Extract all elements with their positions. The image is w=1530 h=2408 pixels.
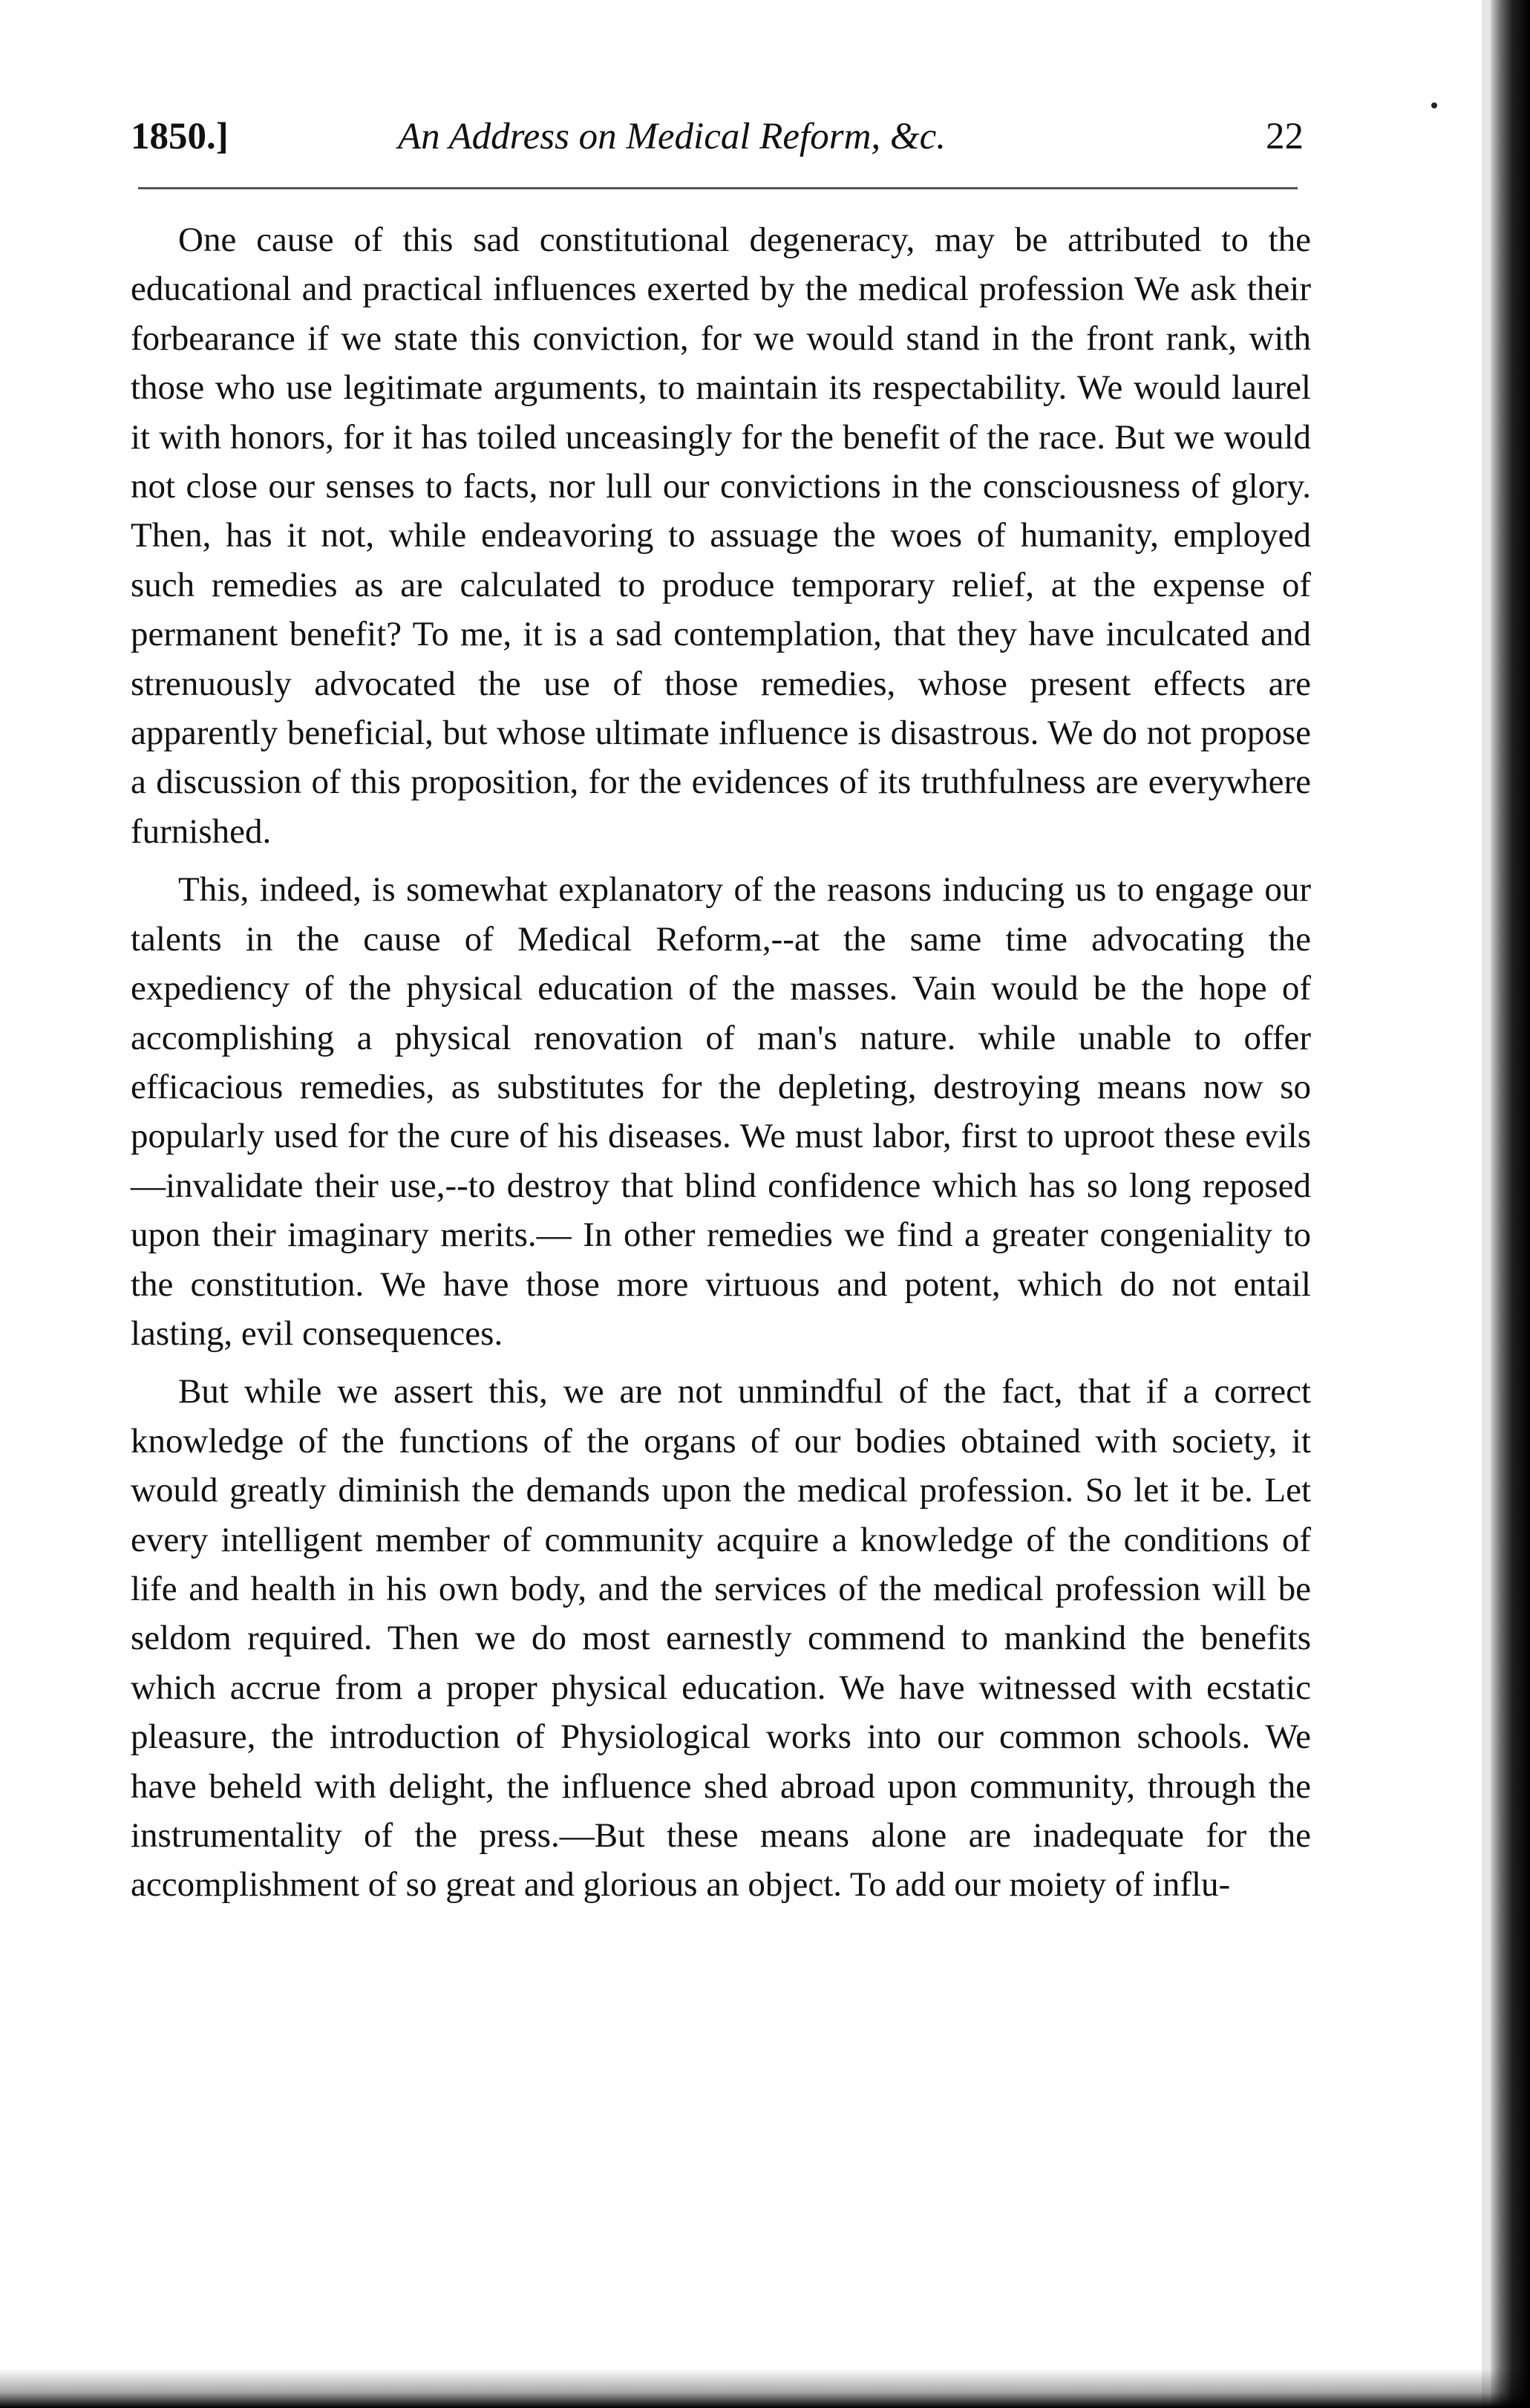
book-spine-edge (1491, 0, 1530, 2408)
page-number: 22 (1266, 116, 1304, 157)
header-rule (138, 187, 1298, 189)
header-title: An Address on Medical Reform, &c. (398, 116, 946, 157)
running-head (131, 107, 1304, 166)
body-text (131, 215, 1311, 1910)
ink-speck (1431, 102, 1437, 108)
paragraph: But while we assert this, we are not unmindful of the fact, that if a correct knowledge of the functions of the organs of our bodies obtained with society, it would greatly diminish the demands upon the medical profession. So let it be. Let every intelligent member of community acquire a knowledge of the conditions of life and health in his own body, and the services of the medical profession will be seldom required. Then we do most earnestly commend to mankind the benefits which accrue from a proper physical education. We have witnessed with ecstatic pleasure, the introduction of Physiological works into our common schools. We have beheld with delight, the influence shed abroad upon community, through the instrumentality of the press.—But these means alone are inadequate for the accomplishment of so great and glorious an object. To add our moiety of influ- (131, 1372, 1311, 1905)
bottom-shadow (0, 2369, 1530, 2408)
header-year: 1850.] (131, 116, 229, 157)
paragraph: This, indeed, is somewhat explanatory of the reasons inducing us to engage our talents in the cause of Medical Reform,--at the same time advocating the expediency of the physical education of the masses. Vain would be the hope of accomplishing a physical renovation of man's nature. while unable to offer efficacious remedies, as substitutes for the depleting, destroying means now so popularly used for the cure of his diseases. We must labor, first to uproot these evils—invalidate their use,--to destroy that blind confidence which has so long reposed upon their imaginary merits.— In other remedies we find a greater congeniality to the constitution. We have those more virtuous and potent, which do not entail lasting, evil consequences. (131, 870, 1311, 1353)
paragraph: One cause of this sad constitutional degeneracy, may be attributed to the educational and practical influences exerted by the medical profession We ask their forbearance if we state this conviction, for we would stand in the front rank, with those who use legitimate arguments, to maintain its respectability. We would laurel it with honors, for it has toiled unceasingly for the benefit of the race. But we would not close our senses to facts, nor lull our convictions in the consciousness of glory. Then, has it not, while endeavoring to assuage the woes of humanity, employed such remedies as are calculated to produce temporary relief, at the expense of permanent benefit? To me, it is a sad contemplation, that they have inculcated and strenuously advocated the use of those remedies, whose present effects are apparently beneficial, but whose ultimate influence is disastrous. We do not propose a discussion of this proposition, for the evidences of its truthfulness are everywhere furnished. (131, 221, 1311, 851)
page-gutter (1482, 0, 1491, 2408)
